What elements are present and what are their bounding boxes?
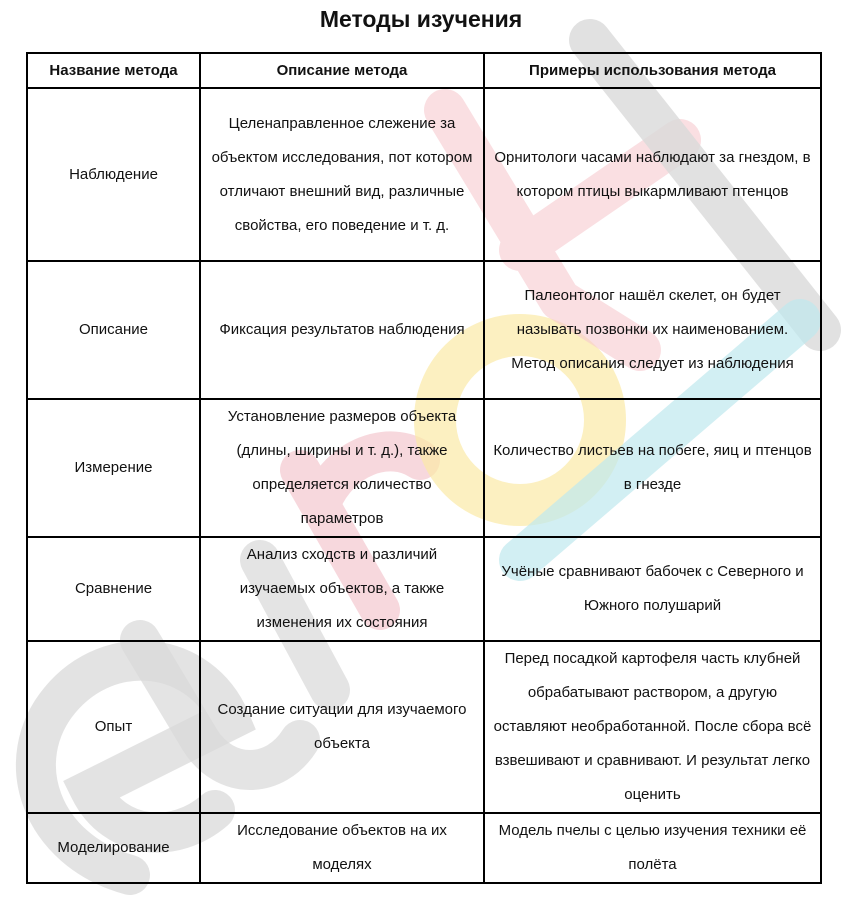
- method-description-cell: Установление размеров объекта (длины, ширины и т. д.), также определяется количество параметров: [200, 399, 484, 537]
- method-name-cell: Описание: [27, 261, 200, 399]
- table-header-row: [27, 53, 821, 88]
- method-example-cell: Учёные сравнивают бабочек с Северного и Южного полушарий: [484, 537, 821, 641]
- method-name-cell: Наблюдение: [27, 88, 200, 261]
- method-name-cell: Опыт: [27, 641, 200, 813]
- method-description-cell: Создание ситуации для изучаемого объекта: [200, 641, 484, 813]
- page-title: Методы изучения: [319, 6, 523, 32]
- table-row: [27, 641, 821, 813]
- method-name-cell: Сравнение: [27, 537, 200, 641]
- method-description-cell: Исследование объектов на их моделях: [200, 813, 484, 883]
- header-method-name: Название метода: [27, 53, 200, 88]
- method-description-cell: Целенаправленное слежение за объектом исследования, пот котором отличают внешний вид, различные свойства, его поведение и т. д.: [200, 88, 484, 261]
- header-method-description: Описание метода: [200, 53, 484, 88]
- method-example-cell: Количество листьев на побеге, яиц и птенцов в гнезде: [484, 399, 821, 537]
- method-example-cell: Модель пчелы с целью изучения техники её полёта: [484, 813, 821, 883]
- table-row: [27, 88, 821, 261]
- method-description-cell: Анализ сходств и различий изучаемых объектов, а также изменения их состояния: [200, 537, 484, 641]
- method-description-cell: Фиксация результатов наблюдения: [200, 261, 484, 399]
- method-name-cell: Измерение: [27, 399, 200, 537]
- method-example-cell: Палеонтолог нашёл скелет, он будет называть позвонки их наименованием. Метод описания следует из наблюдения: [484, 261, 821, 399]
- method-example-cell: Орнитологи часами наблюдают за гнездом, в котором птицы выкармливают птенцов: [484, 88, 821, 261]
- method-name-cell: Моделирование: [27, 813, 200, 883]
- table-row: [27, 813, 821, 883]
- header-method-examples: Примеры использования метода: [484, 53, 821, 88]
- table-row: [27, 537, 821, 641]
- methods-table: [26, 52, 822, 884]
- table-row: [27, 399, 821, 537]
- method-example-cell: Перед посадкой картофеля часть клубней обрабатывают раствором, а другую оставляют необработанной. После сбора всё взвешивают и сравнивают. И результат легко оценить: [484, 641, 821, 813]
- table-row: [27, 261, 821, 399]
